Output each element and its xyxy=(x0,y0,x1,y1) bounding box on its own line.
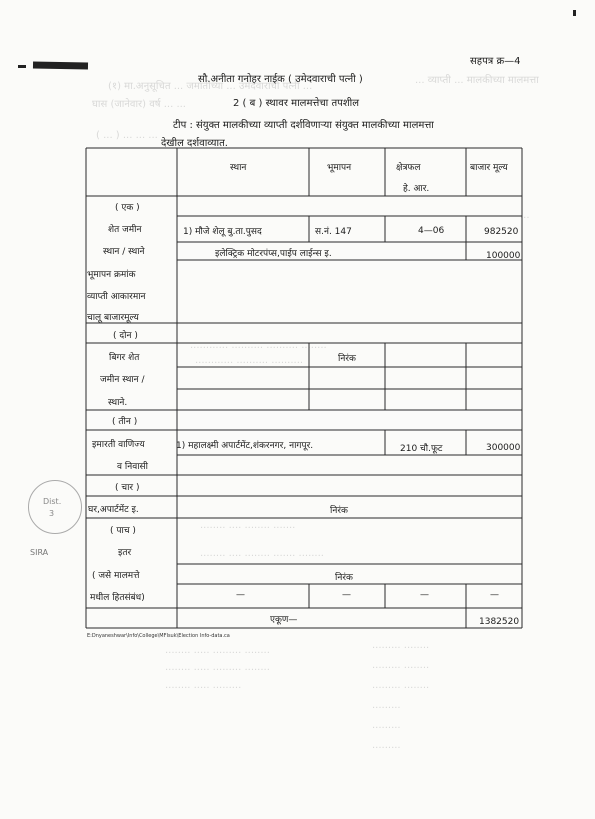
sec1-label-line: भूमापन क्रमांक xyxy=(87,270,136,280)
col-header-value: बाजार मूल्य xyxy=(470,163,508,173)
sec3-number: ( तीन ) xyxy=(112,417,138,427)
sec5-label-line: इतर xyxy=(118,548,132,558)
sec1-equipment-value: 100000 xyxy=(486,251,521,261)
sec1-label-line: चालू बाजारमूल्य xyxy=(87,313,139,323)
sec3-label-line: इमारती वाणिज्य xyxy=(92,440,145,450)
sec5-number: ( पाच ) xyxy=(110,526,136,536)
sec1-value: 982520 xyxy=(484,227,519,237)
sec1-survey: स.नं. 147 xyxy=(315,227,352,237)
sec5-label-line: मधील हितसंबंध) xyxy=(90,593,145,603)
sec5-dash: — xyxy=(490,590,499,600)
sec5-dash: — xyxy=(420,590,429,600)
sec1-area: 4—06 xyxy=(418,226,445,236)
col-header-area: क्षेत्रफल xyxy=(396,163,421,173)
stamp-text: SIRA xyxy=(30,548,49,557)
note-line-2: देखील दर्शवाव्यात. xyxy=(161,138,228,149)
total-label: एकूण— xyxy=(270,615,298,625)
sec3-value: 300000 xyxy=(486,443,521,453)
total-value: 1382520 xyxy=(479,617,520,627)
sec1-place: 1) मौजे शेलू बु.ता.पुसद xyxy=(183,227,262,237)
sec5-label-line: ( जसे मालमत्ते xyxy=(92,571,140,581)
sec3-desc: 1) महालक्ष्मी अपार्टमेंट,शंकरनगर, नागपूर. xyxy=(176,441,314,451)
sec2-nil: निरंक xyxy=(338,354,356,364)
reference-number: सहपत्र क्र—4 xyxy=(470,56,521,67)
sec5-dash: — xyxy=(342,590,351,600)
col-header-area-unit: हे. आर. xyxy=(403,184,430,194)
sec1-label-line: स्थान / स्थाने xyxy=(103,247,145,257)
sec1-number: ( एक ) xyxy=(115,203,140,213)
sec1-equipment: इलेक्ट्रिक मोटरपंप्स,पाईप लाईन्स इ. xyxy=(215,249,332,259)
name-line: सौ.अनीता गनोहर नाईक ( उमेदवाराची पत्नी ) xyxy=(198,74,363,85)
stamp-line-2: 3 xyxy=(49,509,55,518)
sec2-label-line: जमीन स्थान / xyxy=(100,375,145,385)
section-title: 2 ( ब ) स्थावर मालमत्तेचा तपशील xyxy=(233,98,359,109)
sec4-label-line: घर,अपार्टमेंट इ. xyxy=(88,505,139,515)
sec1-label-line: शेत जमीन xyxy=(108,225,142,235)
col-header-place: स्थान xyxy=(230,163,247,173)
sec3-area: 210 चौ.फूट xyxy=(400,444,443,454)
sec2-number: ( दोन ) xyxy=(113,331,138,341)
sec2-label-line: बिगर शेत xyxy=(109,353,140,363)
sec2-label-line: स्थाने. xyxy=(108,398,128,408)
sec3-label-line: व निवासी xyxy=(117,462,148,472)
col-header-survey: भूमापन xyxy=(327,163,352,173)
stamp-line-1: Dist. xyxy=(43,497,62,506)
footer-file-path: E:Dnyaneshwar\Info\College\MFIsuk\Election Info-data.ca xyxy=(87,633,230,639)
sec4-number: ( चार ) xyxy=(115,483,140,493)
sec5-nil: निरंक xyxy=(335,573,353,583)
sec5-dash: — xyxy=(236,590,245,600)
note-line-1: टीप : संयुक्त मालकीच्या व्याप्ती दर्शविणाऱ्या संयुक्त मालकीच्या मालमत्ता xyxy=(173,120,434,131)
sec4-nil: निरंक xyxy=(330,506,348,516)
sec1-label-line: व्याप्ती आकारमान xyxy=(87,292,146,302)
